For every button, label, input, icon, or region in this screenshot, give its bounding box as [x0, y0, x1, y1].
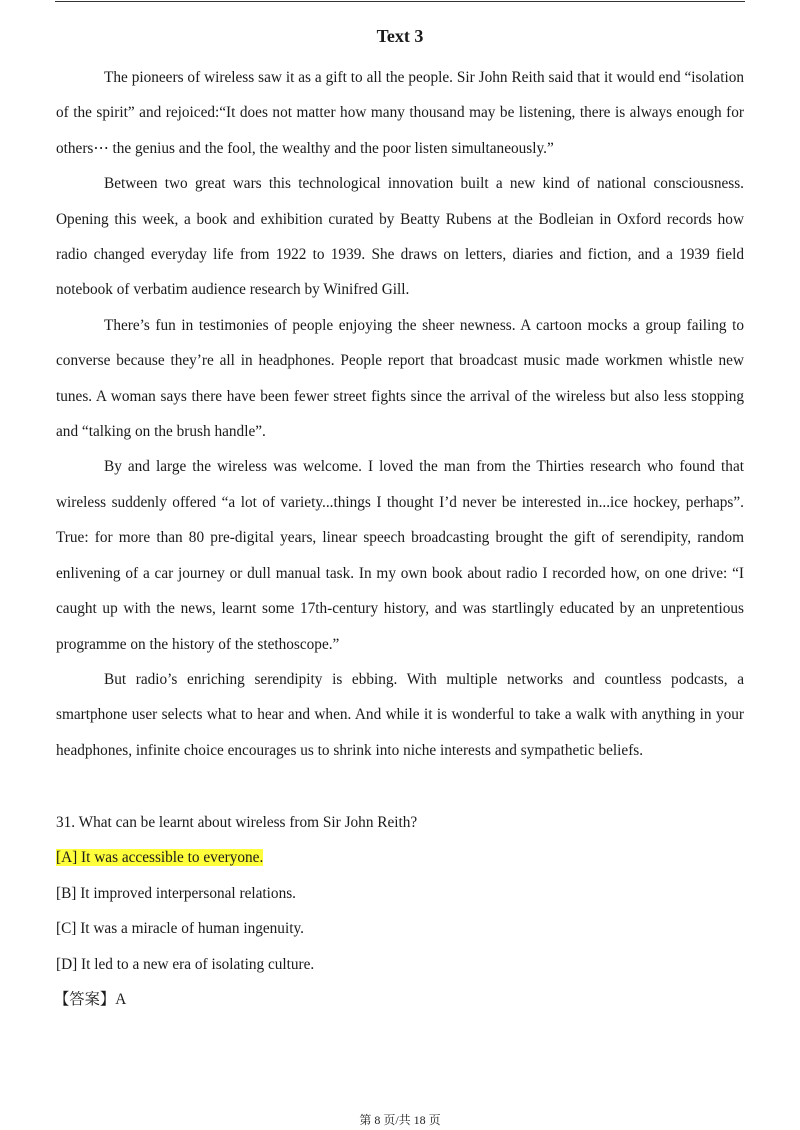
option-a-highlighted: [A] It was accessible to everyone. — [56, 849, 264, 867]
option-a-row — [56, 840, 744, 875]
paragraph-1: The pioneers of wireless saw it as a gift to all the people. Sir John Reith said that it would end “isolation of the spirit” and rejoiced:“It does not matter how many thousand may be listening, there is always enough for others⋯ the genius and the fool, the wealthy and the poor listen simultaneously.” — [56, 69, 744, 157]
option-c: [C] It was a miracle of human ingenuity. — [56, 920, 304, 938]
passage-body — [56, 60, 744, 768]
page-number-footer: 第 8 页/共 18 页 — [359, 1113, 441, 1127]
question-stem: 31. What can be learnt about wireless from Sir John Reith? — [56, 814, 418, 831]
paragraph-4: By and large the wireless was welcome. I loved the man from the Thirties research who found that wireless suddenly offered “a lot of variety...things I thought I’d never be interested in...ice hockey, perhaps”. True: for more than 80 pre-digital years, linear speech broadcasting brought the gift of serendipity, random enlivening of a car journey or dull manual task. In my own book about radio I recorded how, on one drive: “I caught up with the news, learnt some 17th-century history, and was startlingly educated by an unpretentious programme on the history of the stethoscope.” — [56, 458, 744, 653]
option-d: [D] It led to a new era of isolating culture. — [56, 955, 315, 973]
question-31 — [56, 805, 744, 1017]
paragraph-5: But radio’s enriching serendipity is ebbing. With multiple networks and countless podcasts, a smartphone user selects what to hear and when. And while it is wonderful to take a walk with anything in your headphones, infinite choice encourages us to shrink into niche interests and sympathetic beliefs. — [56, 670, 744, 759]
paragraph-2: Between two great wars this technological innovation built a new kind of national consciousness. Opening this week, a book and exhibition curated by Beatty Rubens at the Bodleian in Oxford records how radio changed everyday life from 1922 to 1939. She draws on letters, diaries and fiction, and a 1939 field notebook of verbatim audience research by Winifred Gill. — [56, 175, 744, 299]
answer-key: 【答案】A — [54, 991, 127, 1009]
option-b: [B] It improved interpersonal relations. — [56, 884, 297, 902]
paragraph-3: There’s fun in testimonies of people enjoying the sheer newness. A cartoon mocks a group failing to converse because they’re all in headphones. People report that broadcast music made workmen whistle new tunes. A woman says there have been fewer street fights since the arrival of the wireless but also less stopping and “talking on the brush handle”. — [56, 316, 744, 441]
passage-title: Text 3 — [376, 26, 424, 46]
top-rule — [55, 1, 745, 2]
